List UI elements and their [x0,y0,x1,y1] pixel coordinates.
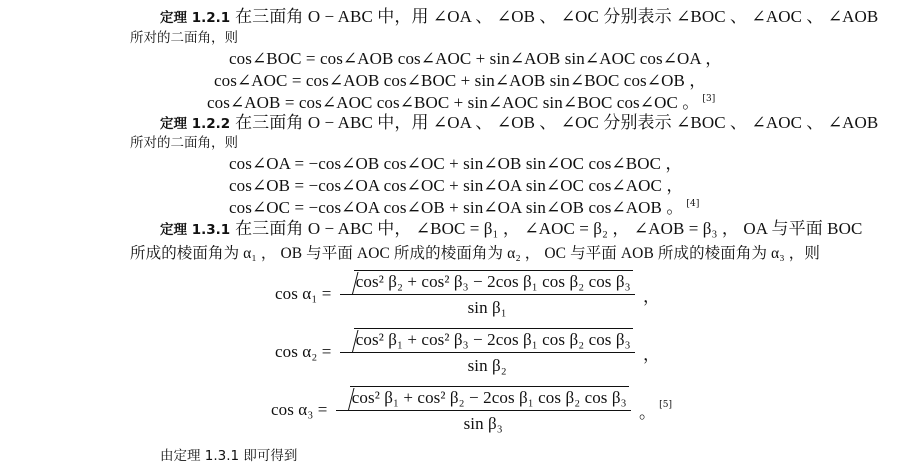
theorem-1-2-1-intro2: 所对的二面角，则 [130,30,238,46]
theorem-1-2-2-eq2: cos∠OB = −cos∠OA cos∠OC + sin∠OA sin∠OC cos∠AOC ， [229,176,684,195]
theorem-1-2-1-intro: 在三面角 O − ABC 中，用 ∠OA 、 ∠OB 、 ∠OC 分别表示 ∠BOC 、 ∠AOC 、 ∠AOB [235,7,879,26]
theorem-1-2-2-intro: 在三面角 O − ABC 中，用 ∠OA 、 ∠OB 、 ∠OC 分别表示 ∠BOC 、 ∠AOC 、 ∠AOB [235,113,879,132]
theorem-1-2-2-eq1: cos∠OA = −cos∠OB cos∠OC + sin∠OB sin∠OC cos∠BOC ， [229,154,683,173]
theorem-1-3-1-heading: 定理 1.3.1 [160,222,231,238]
formula-alpha1-lhs: cos α₁ = [275,284,332,303]
theorem-1-2-1-eq3: cos∠AOB = cos∠AOC cos∠BOC + sin∠AOC sin∠BOC cos∠OC 。 [207,93,700,112]
theorem-1-2-1-heading: 定理 1.2.1 [160,10,231,26]
citation-5: [5] [659,400,673,411]
formula-alpha2-fraction [340,328,635,376]
formula-alpha1-numerator: cos² β₂ + cos² β₃ − 2cos β₁ cos β₂ cos β₃ [355,272,631,291]
formula-alpha2-denominator: sin β₂ [467,356,507,375]
theorem-1-3-1-intro2: 所成的棱面角为 α₁ ， OB 与平面 AOC 所成的棱面角为 α₂ ， OC 与平面 AOB 所成的棱面角为 α₃ ，则 [130,245,820,262]
theorem-1-2-2-eq3: cos∠OC = −cos∠OA cos∠OB + sin∠OA sin∠OB cos∠AOB 。 [229,198,684,217]
formula-alpha2-end: ， [643,344,661,364]
formula-alpha3 [271,386,672,434]
theorem-1-2-1-eq1: cos∠BOC = cos∠AOB cos∠AOC + sin∠AOB sin∠AOC cos∠OA ， [229,49,723,68]
citation-4: [4] [686,199,700,210]
formula-alpha3-lhs: cos α₃ = [271,400,328,419]
formula-alpha3-numerator: cos² β₁ + cos² β₂ − 2cos β₁ cos β₂ cos β₃ [351,388,627,407]
formula-alpha3-fraction [336,386,631,434]
sqrt-symbol [342,328,633,350]
theorem-1-2-2-heading: 定理 1.2.2 [160,116,231,132]
citation-3: [3] [702,94,716,105]
theorem-1-2-2-line [160,108,878,133]
formula-alpha3-denominator: sin β₃ [463,414,503,433]
theorem-1-2-1-line [160,2,878,27]
formula-alpha2-lhs: cos α₂ = [275,342,332,361]
theorem-1-3-1-intro: 在三面角 O − ABC 中， ∠BOC = β₁ ， ∠AOC = β₂ ， ∠AOB = β₃ ， OA 与平面 BOC [235,219,863,238]
formula-alpha1-denominator: sin β₁ [467,298,507,317]
theorem-1-2-1-eq2: cos∠AOC = cos∠AOB cos∠BOC + sin∠AOB sin∠BOC cos∠OB ， [214,71,707,90]
theorem-1-2-2-intro2: 所对的二面角，则 [130,135,238,151]
formula-alpha1 [275,270,660,318]
formula-alpha2-numerator: cos² β₁ + cos² β₃ − 2cos β₁ cos β₂ cos β₃ [355,330,631,349]
formula-alpha2 [275,328,660,376]
sqrt-symbol [342,270,633,292]
footer-text: 由定理 1.3.1 即可得到 [160,448,298,464]
theorem-1-3-1-line [160,214,862,239]
sqrt-symbol [338,386,629,408]
formula-alpha3-end: 。 [639,402,657,422]
formula-alpha1-fraction [340,270,635,318]
formula-alpha1-end: ， [643,286,661,306]
